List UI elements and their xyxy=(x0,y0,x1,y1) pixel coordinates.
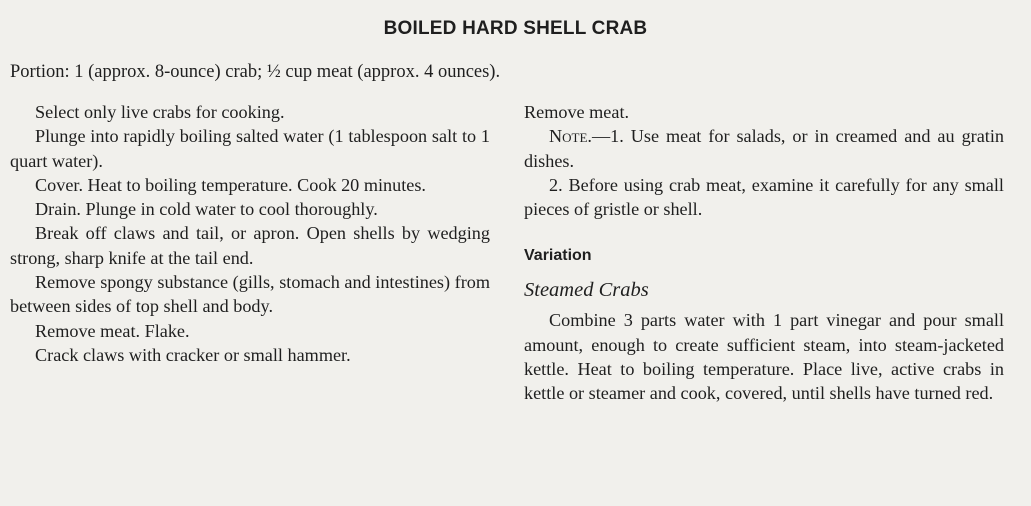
portion-line: Portion: 1 (approx. 8-ounce) crab; ½ cup meat (approx. 4 ounces). xyxy=(10,62,501,82)
note-1-text: —1. Use meat for salads, or in creamed and au gratin dishes. xyxy=(524,126,1004,171)
step: Select only live crabs for cooking. xyxy=(35,102,285,122)
variation-text: Combine 3 parts water with 1 part vinegar and pour small amount, enough to create sufficient steam, into steam-jacketed kettle. Heat to boiling temperature. Place live, active crabs in kettle or steamer and cook, covered, until shells have turned red. xyxy=(524,310,1004,404)
variation-heading: Variation xyxy=(524,247,592,265)
step: Remove meat. Flake. xyxy=(35,320,190,341)
right-column xyxy=(524,100,1004,406)
note-2: 2. Before using crab meat, examine it carefully for any small pieces of gristle or shell. xyxy=(524,174,1004,220)
step: Cover. Heat to boiling temperature. Cook 20 minutes. xyxy=(35,174,426,195)
step: Remove meat. xyxy=(524,102,630,122)
step: Crack claws with cracker or small hammer. xyxy=(35,344,351,365)
note-1 xyxy=(524,124,1004,173)
variation-title: Steamed Crabs xyxy=(524,279,649,302)
step: Remove spongy substance (gills, stomach and intestines) from between sides of top shell and body. xyxy=(10,272,490,317)
note-label: Note. xyxy=(549,126,592,147)
left-column xyxy=(10,100,490,367)
recipe-title: BOILED HARD SHELL CRAB xyxy=(383,18,648,39)
step: Drain. Plunge in cold water to cool thoroughly. xyxy=(35,199,378,220)
step: Plunge into rapidly boiling salted water (1 tablespoon salt to 1 quart water). xyxy=(10,126,490,171)
step: Break off claws and tail, or apron. Open shells by wedging strong, sharp knife at the tail end. xyxy=(10,223,490,268)
